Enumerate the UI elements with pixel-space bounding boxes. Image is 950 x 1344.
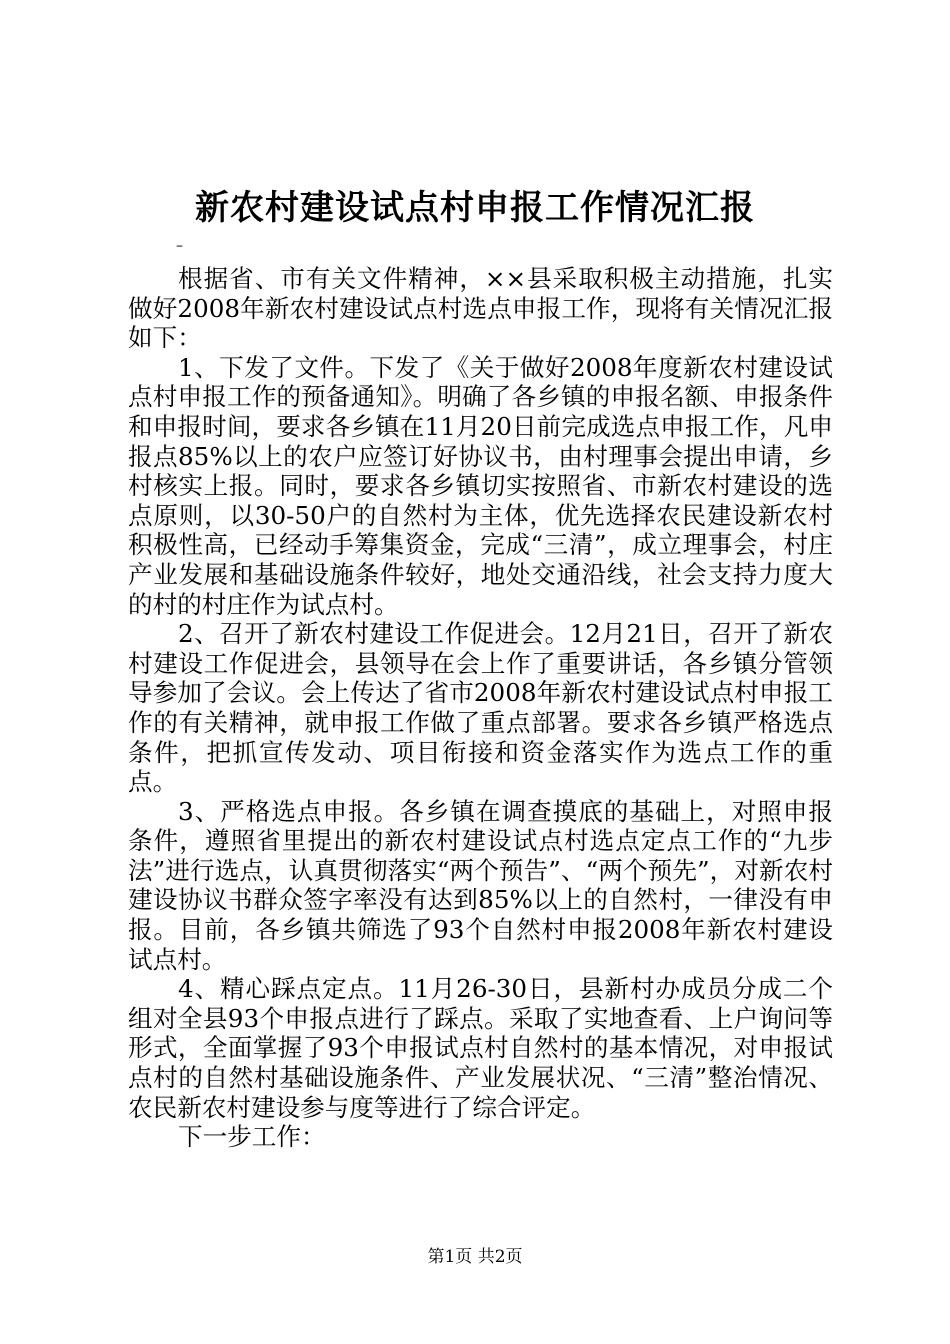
paragraph-intro: 根据省、市有关文件精神，××县采取积极主动措施，扎实做好2008年新农村建设试点村选点申报工作，现将有关情况汇报如下：: [128, 264, 833, 353]
paragraph-next-steps: 下一步工作：: [178, 1122, 326, 1152]
document-body: [128, 264, 833, 1152]
paragraph-item-2: 2、召开了新农村建设工作促进会。12月21日，召开了新农村建设工作促进会，县领导在会上作了重要讲话，各乡镇分管领导参加了会议。会上传达了省市2008年新农村建设试点村申报工作的有关精神，就申报工作做了重点部署。要求各乡镇严格选点条件，把抓宣传发动、项目衔接和资金落实作为选点工作的重点。: [128, 619, 833, 797]
paragraph-item-4: 4、精心踩点定点。11月26-30日，县新村办成员分成二个组对全县93个申报点进行了踩点。采取了实地查看、上户询问等形式，全面掌握了93个申报试点村自然村的基本情况，对申报试点村的自然村基础设施条件、产业发展状况、“三清”整治情况、农民新农村建设参与度等进行了综合评定。: [128, 974, 833, 1122]
paragraph-item-1: 1、下发了文件。下发了《关于做好2008年度新农村建设试点村申报工作的预备通知》。明确了各乡镇的申报名额、申报条件和申报时间，要求各乡镇在11月20日前完成选点申报工作，凡申报点85%以上的农户应签订好协议书，由村理事会提出申请，乡村核实上报。同时，要求各乡镇切实按照省、市新农村建设的选点原则，以30-50户的自然村为主体，优先选择农民建设新农村积极性高，已经动手筹集资金，完成“三清”，成立理事会，村庄产业发展和基础设施条件较好，地处交通沿线，社会支持力度大的村的村庄作为试点村。: [128, 352, 833, 619]
paragraph-item-3: 3、严格选点申报。各乡镇在调查摸底的基础上，对照申报条件，遵照省里提出的新农村建设试点村选点定点工作的“九步法”进行选点，认真贯彻落实“两个预告”、“两个预先”，对新农村建设协议书群众签字率没有达到85%以上的自然村，一律没有申报。目前，各乡镇共筛选了93个自然村申报2008年新农村建设试点村。: [128, 796, 833, 974]
page-footer: 第1页 共2页: [427, 1247, 523, 1267]
document-title: 新农村建设试点村申报工作情况汇报: [195, 188, 755, 228]
title-dash: –: [176, 238, 183, 254]
